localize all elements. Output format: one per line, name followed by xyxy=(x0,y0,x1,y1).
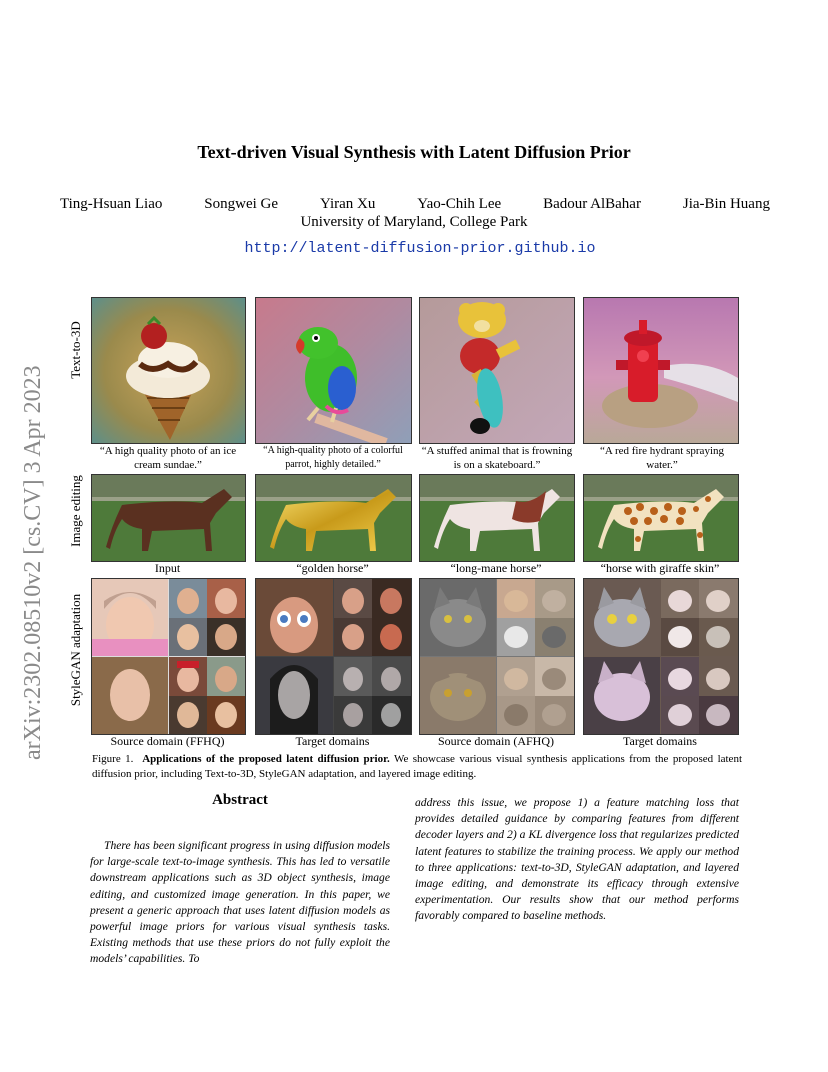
arxiv-stamp: arXiv:2302.08510v2 [cs.CV] 3 Apr 2023 xyxy=(20,365,46,760)
afhq-target-cats-grid xyxy=(583,578,739,735)
abstract-text-left: There has been significant progress in using diffusion models for large-scale text-to-image synthesis. This has led to versatile downstream applications such as 3D object synthesis, image editing, and customized image generation. In this paper, we present a generic approach that uses latent diffusion models as powerful image priors for various visual synthesis tasks. Existing methods that use these priors do not fully exploit the models’ capabilities. To xyxy=(90,839,390,966)
caption-afhq-target: Target domains xyxy=(623,734,697,748)
long-mane-horse-image xyxy=(419,474,575,562)
caption-ice-cream: “A high quality photo of an ice cream sundae.” xyxy=(99,445,237,471)
caption-golden-horse: “golden horse” xyxy=(296,561,369,575)
stuffed-animal-skateboard-image xyxy=(419,297,575,444)
author-name: Yiran Xu xyxy=(319,196,376,212)
input-horse-image xyxy=(91,474,246,562)
caption-long-mane-horse: “long-mane horse” xyxy=(450,561,542,575)
giraffe-skin-horse-image xyxy=(583,474,739,562)
abstract-text-right: address this issue, we propose 1) a feature matching loss that provides detailed guidance by comparing features from different decoder layers and 2) a KL divergence loss that regularizes predicted latent features to stabilize the training process. We apply our method to three applications: text-to-3D, StyleGAN adaptation, and layered image editing, and demonstrate its efficacy through extensive experimentation. Our results show that our method performs favorably compared to baseline methods. xyxy=(415,796,739,923)
author-name: Yao-Chih Lee xyxy=(417,196,502,212)
golden-horse-image xyxy=(255,474,412,562)
afhq-source-cats-grid xyxy=(419,578,575,735)
author-name: Songwei Ge xyxy=(204,196,279,212)
caption-ffhq-source: Source domain (FFHQ) xyxy=(110,734,225,748)
row-label-text-to-3d: Text-to-3D xyxy=(68,321,83,379)
fire-hydrant-image xyxy=(583,297,739,444)
paper-title: Text-driven Visual Synthesis with Latent Diffusion Prior xyxy=(197,142,631,162)
author-list xyxy=(60,196,770,213)
figure-caption xyxy=(92,752,742,782)
caption-fire-hydrant: “A red fire hydrant spraying water.” xyxy=(599,445,724,471)
colorful-parrot-image xyxy=(255,297,412,444)
row-label-stylegan: StyleGAN adaptation xyxy=(68,593,83,707)
caption-ffhq-target: Target domains xyxy=(295,734,370,748)
caption-giraffe-horse: “horse with giraffe skin” xyxy=(600,561,720,575)
project-url-link[interactable]: http://latent-diffusion-prior.github.io xyxy=(244,240,596,257)
caption-input: Input xyxy=(154,561,181,575)
author-name: Ting-Hsuan Liao xyxy=(60,196,163,212)
row-label-image-editing: Image editing xyxy=(68,475,83,547)
ice-cream-sundae-image xyxy=(91,297,246,444)
ffhq-source-faces-grid xyxy=(91,578,246,735)
caption-afhq-source: Source domain (AFHQ) xyxy=(438,734,554,748)
caption-stuffed-animal: “A stuffed animal that is frowning is on a skateboard.” xyxy=(421,445,573,471)
author-name: Badour AlBahar xyxy=(543,196,641,212)
figure-caption-text: We showcase various visual synthesis applications from the proposed latent diffusion prior, including Text-to-3D, StyleGAN adaptation, and layered image editing. xyxy=(92,753,742,780)
affiliation: University of Maryland, College Park xyxy=(300,214,528,230)
author-name: Jia-Bin Huang xyxy=(682,196,770,212)
figure-caption-title: Applications of the proposed latent diffusion prior. xyxy=(142,753,390,765)
figure-number: Figure 1. xyxy=(92,753,134,765)
caption-parrot: “A high-quality photo of a colorful parrot, highly detailed.” xyxy=(263,445,403,470)
abstract-heading: Abstract xyxy=(212,792,268,808)
ffhq-target-faces-grid xyxy=(255,578,412,735)
